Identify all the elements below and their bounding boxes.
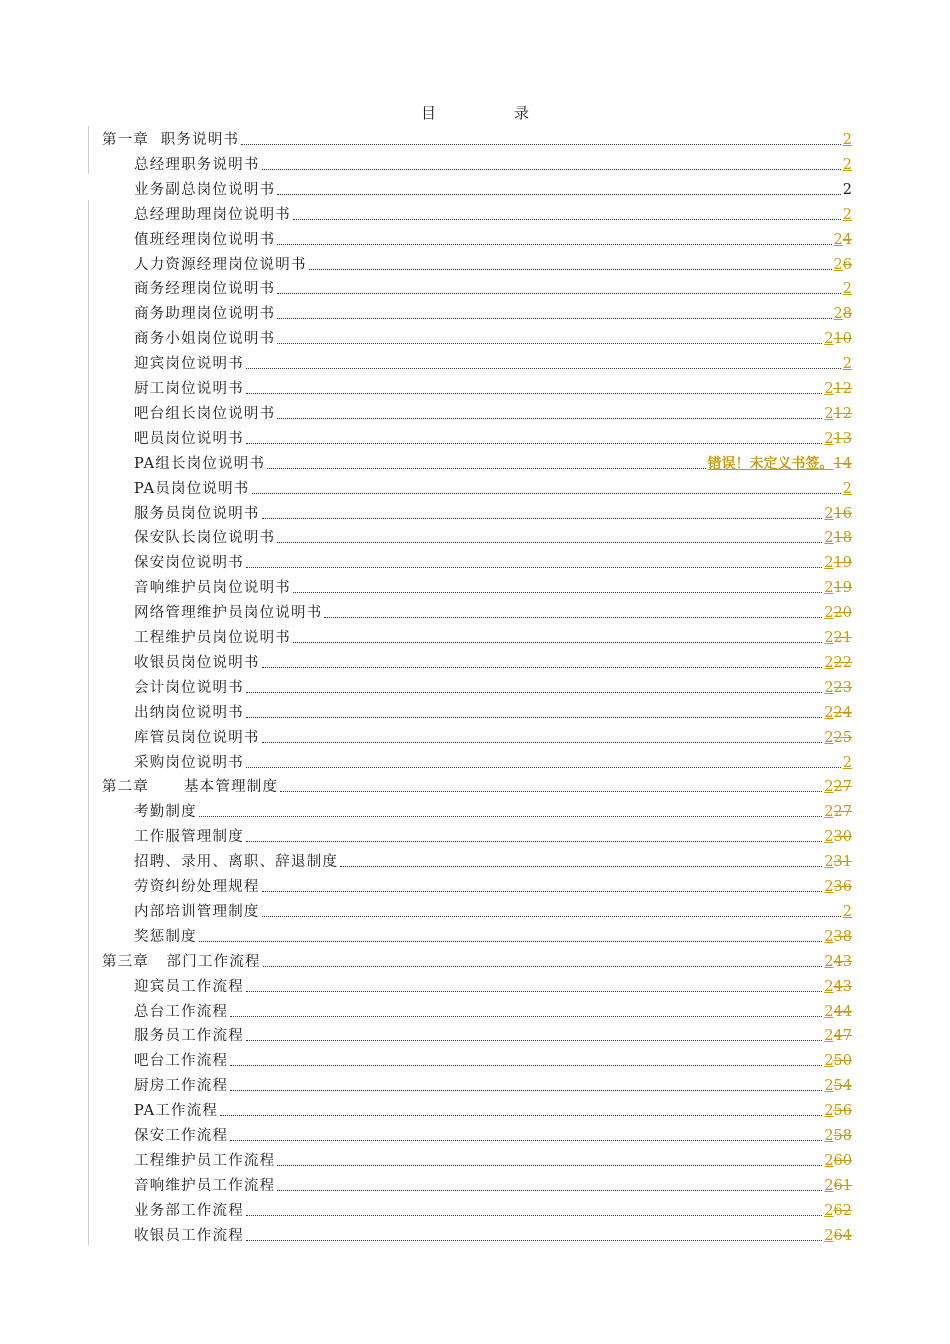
toc-entry-label: 招聘、录用、离职、辞退制度 (134, 854, 339, 871)
toc-entry[interactable] (134, 250, 852, 274)
toc-entry-label: 库管员岗位说明书 (134, 729, 260, 746)
toc-entry[interactable] (134, 797, 852, 821)
toc-entry[interactable] (134, 1021, 852, 1045)
toc-page-number (824, 954, 852, 971)
page-number-deleted: 14 (833, 455, 852, 472)
page-number-current: 2 (842, 206, 852, 223)
toc-page-number (824, 804, 852, 821)
toc-entry[interactable] (134, 847, 852, 871)
toc-page-number (824, 1128, 852, 1145)
toc-page-number (824, 506, 852, 523)
toc-entry-label: 出纳岗位说明书 (134, 704, 244, 721)
dot-leader (246, 367, 841, 369)
toc-entry[interactable] (134, 200, 852, 224)
page-number-deleted: 27 (833, 804, 852, 821)
dot-leader (280, 790, 822, 792)
toc-page-number (824, 1228, 852, 1245)
dot-leader (199, 815, 823, 817)
toc-entry-label: 商务小姐岗位说明书 (134, 331, 276, 348)
page-number-current: 2 (824, 804, 834, 821)
toc-entry-label: 采购岗位说明书 (134, 754, 244, 771)
dot-leader (246, 840, 822, 842)
page-number-current: 2 (842, 132, 852, 148)
dot-leader (252, 492, 841, 494)
toc-page-number (708, 456, 852, 473)
toc-entry-label: 收银员工作流程 (134, 1227, 244, 1244)
dot-leader (230, 1015, 822, 1017)
page-number-current: 2 (824, 1028, 834, 1045)
dot-leader (246, 1039, 822, 1041)
page-number-current: 2 (824, 1152, 834, 1169)
page-number-current: 2 (824, 953, 834, 970)
page-number-current: 2 (824, 505, 834, 522)
page-number-deleted: 43 (833, 978, 852, 995)
page-number-current: 2 (824, 405, 834, 422)
toc-page-number (843, 904, 852, 921)
page-number-deleted: 4 (842, 231, 852, 248)
page-number-deleted: 44 (833, 1003, 852, 1020)
dot-leader (277, 1164, 822, 1166)
toc-entry-label: 商务经理岗位说明书 (134, 281, 276, 298)
revision-bar (88, 126, 89, 174)
toc-page-number (843, 755, 852, 772)
toc-page-number (824, 1078, 852, 1095)
page-number-deleted: 31 (833, 854, 852, 871)
page-number-current: 2 (824, 1078, 834, 1095)
toc-entry-label: 网络管理维护员岗位说明书 (134, 605, 323, 622)
page-number-deleted: 64 (833, 1227, 852, 1244)
dot-leader (246, 990, 822, 992)
toc-page-number (824, 381, 852, 398)
dot-leader (277, 243, 831, 245)
toc-entry-label: 吧员岗位说明书 (134, 430, 244, 447)
toc-title-left: 目 (420, 104, 436, 122)
dot-leader (277, 1189, 822, 1191)
page-number-current: 2 (824, 331, 834, 348)
dot-leader (277, 317, 831, 319)
toc-entry[interactable] (134, 1196, 852, 1220)
page-number-deleted: 22 (833, 654, 852, 671)
dot-leader (324, 616, 822, 618)
toc-entry-label: 第一章 职务说明书 (102, 132, 240, 148)
toc-entry[interactable] (134, 922, 852, 946)
page-number-current: 2 (824, 928, 834, 945)
dot-leader (277, 292, 840, 294)
toc-entry[interactable] (102, 947, 852, 971)
dot-leader (267, 467, 705, 469)
page-number-deleted: 38 (833, 928, 852, 945)
toc-page-number (824, 829, 852, 846)
toc-entry[interactable] (134, 648, 852, 672)
toc-entry-label: 内部培训管理制度 (134, 903, 260, 920)
toc-page-number (824, 630, 852, 647)
toc-entry-label: 收银员岗位说明书 (134, 654, 260, 671)
toc-page-number (824, 530, 852, 547)
dot-leader (246, 691, 822, 693)
revision-bar (88, 200, 89, 1245)
toc-entry-label: 厨房工作流程 (134, 1078, 229, 1095)
toc-entry-label: 业务部工作流程 (134, 1202, 244, 1219)
page-number-deleted: 62 (833, 1202, 852, 1219)
toc-entry[interactable] (134, 474, 852, 498)
page-number-current: 2 (842, 903, 852, 920)
page-number-deleted: 6 (842, 256, 852, 273)
page-number-current: 2 (842, 181, 852, 198)
dot-leader (277, 541, 822, 543)
toc-page-number (824, 1028, 852, 1045)
toc-entry-label: PA工作流程 (134, 1103, 219, 1120)
dot-leader (246, 392, 822, 394)
toc-page-number (843, 182, 852, 199)
page-number-current: 2 (824, 1053, 834, 1070)
page-number-deleted: 10 (833, 331, 852, 348)
toc-entry[interactable] (134, 573, 852, 597)
toc-entry[interactable] (134, 623, 852, 647)
toc-entry[interactable] (134, 374, 852, 398)
toc-entry-label: 吧台组长岗位说明书 (134, 405, 276, 422)
toc-entry[interactable] (134, 399, 852, 423)
toc-entry-label: 商务助理岗位说明书 (134, 306, 276, 323)
dot-leader (220, 1114, 822, 1116)
toc-entry-label: 会计岗位说明书 (134, 679, 244, 696)
toc-entry-label: 迎宾岗位说明书 (134, 356, 244, 373)
page-number-deleted: 20 (833, 605, 852, 622)
toc-page-number (843, 157, 852, 174)
toc-entry-label: 总经理助理岗位说明书 (134, 206, 291, 223)
toc-entry[interactable] (134, 175, 852, 199)
toc-entry[interactable] (134, 1046, 852, 1070)
toc-entry-label: 厨工岗位说明书 (134, 381, 244, 397)
page-number-deleted: 43 (833, 953, 852, 970)
page-number-current: 2 (824, 1003, 834, 1020)
page-number-current: 2 (824, 1103, 834, 1120)
page-number-current: 2 (824, 1128, 834, 1144)
toc-page-number (824, 680, 852, 697)
toc-entry[interactable] (134, 598, 852, 622)
dot-leader (199, 940, 823, 942)
toc-page-number (824, 1153, 852, 1170)
page-number-deleted: 58 (833, 1128, 852, 1144)
dot-leader (262, 915, 841, 917)
dot-leader (230, 1139, 822, 1141)
page-number-current: 2 (824, 829, 834, 846)
toc-page-number (824, 605, 852, 622)
dot-leader (262, 890, 823, 892)
toc-entry[interactable] (134, 349, 852, 373)
toc-page-number (824, 979, 852, 996)
toc-page-number (824, 655, 852, 672)
toc-entry-label: 保安岗位说明书 (134, 555, 244, 572)
page-number-current: 2 (824, 555, 834, 572)
toc-title-right: 录 (514, 104, 530, 122)
dot-leader (230, 1089, 822, 1091)
dot-leader (246, 716, 822, 718)
toc-entry[interactable] (134, 723, 852, 747)
page-number-current: 2 (824, 530, 834, 547)
page-number-current: 2 (824, 1177, 834, 1194)
toc-entry-label: 音响维护员工作流程 (134, 1177, 276, 1194)
dot-leader (293, 218, 841, 220)
page-number-deleted: 18 (833, 530, 852, 547)
dot-leader (262, 168, 841, 170)
dot-leader (230, 1064, 822, 1066)
toc-entry-label: 总经理职务说明书 (134, 156, 260, 173)
page-number-deleted: 25 (833, 729, 852, 746)
toc-entry-label: 第二章 基本管理制度 (102, 779, 279, 796)
toc-entry[interactable] (102, 772, 852, 796)
toc-page-number (824, 854, 852, 871)
dot-leader (262, 666, 823, 668)
dot-leader (262, 741, 823, 743)
toc-entry-label: 业务副总岗位说明书 (134, 181, 276, 198)
toc-page-number (824, 555, 852, 572)
page-number-deleted: 24 (833, 704, 852, 721)
toc-page-number (824, 331, 852, 348)
toc-entry-label: PA组长岗位说明书 (134, 455, 266, 472)
toc-entry[interactable] (134, 499, 852, 523)
dot-leader (246, 442, 822, 444)
toc-page-number (834, 306, 852, 323)
toc-entry-label: 总台工作流程 (134, 1003, 229, 1020)
toc-entry[interactable] (134, 523, 852, 547)
dot-leader (293, 641, 822, 643)
page-number-deleted: 19 (833, 580, 852, 597)
toc-page-number (843, 132, 852, 149)
toc-page-number (824, 779, 852, 796)
page-number-current: 2 (824, 679, 834, 696)
toc-entry-label: 音响维护员岗位说明书 (134, 580, 291, 597)
toc-entry-label: 工作服管理制度 (134, 829, 244, 846)
page-number-deleted: 13 (833, 430, 852, 447)
page-number-current: 2 (824, 729, 834, 746)
toc-entry[interactable] (134, 1071, 852, 1095)
toc-entry[interactable] (134, 1146, 852, 1170)
page-number-deleted: 21 (833, 630, 852, 646)
toc-entry[interactable] (134, 698, 852, 722)
toc-entry-label: 考勤制度 (134, 804, 197, 821)
page-number-deleted: 36 (833, 879, 852, 895)
page-number-current: 2 (824, 1202, 834, 1219)
dot-leader (263, 965, 823, 967)
page-number-deleted: 19 (833, 555, 852, 572)
toc-entry[interactable] (134, 1096, 852, 1120)
page-number-current: 2 (824, 879, 834, 895)
toc-entry[interactable] (134, 673, 852, 697)
page-number-deleted: 30 (833, 829, 852, 846)
page-number-deleted: 47 (833, 1028, 852, 1045)
dot-leader (262, 517, 823, 519)
dot-leader (340, 865, 822, 867)
toc-entry-label: 保安工作流程 (134, 1128, 229, 1144)
toc-entry[interactable] (134, 1221, 852, 1245)
toc-entry-label: 保安队长岗位说明书 (134, 530, 276, 547)
toc-entry[interactable] (134, 897, 852, 921)
toc-entry[interactable] (134, 1121, 852, 1145)
page-number-current: 2 (842, 281, 852, 298)
page-number-current: 2 (833, 306, 843, 323)
page-number-deleted: 56 (833, 1103, 852, 1120)
toc-page-number (824, 879, 852, 896)
dot-leader (277, 417, 822, 419)
toc-entry-label: PA员岗位说明书 (134, 480, 250, 497)
page-number-deleted: 61 (833, 1177, 852, 1194)
toc-entry[interactable] (134, 997, 852, 1021)
dot-leader (241, 143, 841, 145)
page-number-current: 2 (824, 854, 834, 871)
toc-entry[interactable] (134, 274, 852, 298)
page-number-current: 2 (824, 779, 834, 796)
toc-page-number (824, 1103, 852, 1120)
toc-page-number (824, 1178, 852, 1195)
toc-entry[interactable] (134, 424, 852, 448)
toc-page-number (843, 281, 852, 298)
page-number-current: 2 (824, 630, 834, 646)
toc-page-number (824, 705, 852, 722)
toc-entry[interactable] (134, 449, 852, 473)
toc-entry[interactable] (134, 872, 852, 896)
toc-page-number (834, 257, 852, 274)
toc-entry-label: 奖惩制度 (134, 928, 197, 945)
page-number-deleted: 16 (833, 505, 852, 522)
toc-entry[interactable] (134, 324, 852, 348)
dot-leader (246, 566, 822, 568)
toc-entry[interactable] (134, 150, 852, 174)
toc-entry[interactable] (134, 748, 852, 772)
toc-entry-label: 服务员岗位说明书 (134, 505, 260, 522)
page-number-current: 2 (824, 430, 834, 447)
page-number-current: 2 (842, 480, 852, 497)
page-number-current: 2 (824, 605, 834, 622)
toc-page-number (824, 580, 852, 597)
toc-entry[interactable] (134, 822, 852, 846)
page-number-current: 2 (824, 654, 834, 671)
page-number-deleted: 23 (833, 679, 852, 696)
toc-page-number (834, 232, 852, 249)
dot-leader (277, 342, 822, 344)
toc-entry[interactable] (134, 225, 852, 249)
toc-entry-label: 第三章 部门工作流程 (102, 953, 261, 970)
dot-leader (246, 766, 841, 768)
toc-entry-label: 值班经理岗位说明书 (134, 231, 276, 248)
dot-leader (277, 193, 840, 195)
page-number-deleted: 27 (833, 779, 852, 796)
toc-entry-label: 吧台工作流程 (134, 1053, 229, 1070)
toc-page-number (824, 1203, 852, 1220)
page-number-current: 2 (824, 978, 834, 995)
page-number-deleted: 12 (833, 381, 852, 397)
page-number-current: 2 (842, 356, 852, 373)
page-number-current: 2 (833, 256, 843, 273)
dot-leader (309, 268, 832, 270)
toc-entry[interactable] (134, 299, 852, 323)
toc-entry[interactable] (134, 548, 852, 572)
page-number-current: 2 (824, 580, 834, 597)
page-number-current: 2 (842, 156, 852, 173)
page-number-current: 2 (833, 231, 843, 248)
toc-page-number (843, 481, 852, 498)
toc-page-number (824, 730, 852, 747)
page-number-current: 错误！未定义书签。 (707, 455, 834, 472)
page-number-deleted: 50 (833, 1053, 852, 1070)
dot-leader (246, 1214, 822, 1216)
toc-entry[interactable] (102, 125, 852, 149)
toc-entry-label: 工程维护员工作流程 (134, 1152, 276, 1169)
toc-page-number (843, 207, 852, 224)
page-number-deleted: 60 (833, 1152, 852, 1169)
page-number-current: 2 (824, 704, 834, 721)
dot-leader (246, 1239, 822, 1241)
toc-entry-label: 迎宾员工作流程 (134, 978, 244, 995)
toc-page-number (843, 356, 852, 373)
dot-leader (293, 591, 822, 593)
toc-page-number (824, 929, 852, 946)
toc-entry-label: 工程维护员岗位说明书 (134, 630, 291, 646)
toc-entry-label: 服务员工作流程 (134, 1028, 244, 1045)
page-number-current: 2 (842, 754, 852, 771)
toc-page-number (824, 1053, 852, 1070)
page-number-current: 2 (824, 1227, 834, 1244)
toc-entry-label: 劳资纠纷处理规程 (134, 879, 260, 895)
toc-page-number (824, 1004, 852, 1021)
toc-entry[interactable] (134, 972, 852, 996)
page-number-deleted: 12 (833, 405, 852, 422)
toc-entry-label: 人力资源经理岗位说明书 (134, 256, 307, 273)
page-number-deleted: 54 (833, 1078, 852, 1095)
toc-page-number (824, 406, 852, 423)
toc-entry[interactable] (134, 1171, 852, 1195)
toc-title (0, 102, 950, 123)
page-number-current: 2 (824, 381, 834, 397)
page-number-deleted: 8 (842, 306, 852, 323)
toc-page-number (824, 431, 852, 448)
